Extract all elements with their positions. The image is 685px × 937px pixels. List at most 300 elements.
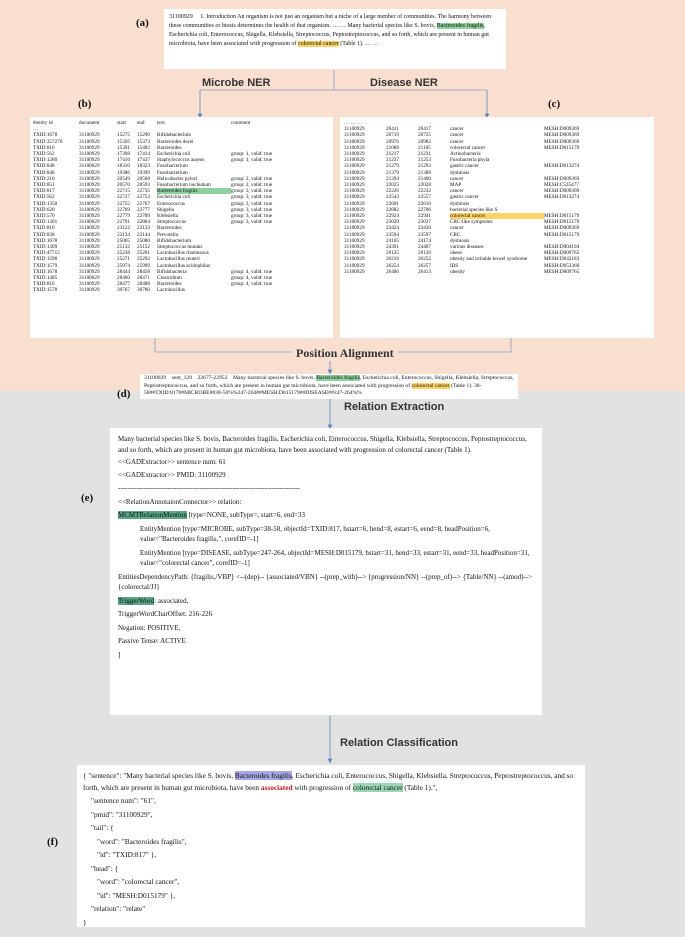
re-divider: ------------------------------------------------------------------------------ — [118, 484, 300, 492]
table-cell: Bifidobacteria — [157, 268, 187, 275]
table-cell: 31100929 — [344, 175, 365, 182]
table-cell: MESH:D043183 — [544, 256, 580, 263]
mention-label: MCMTRelationMention — [118, 511, 187, 519]
re-sentence-num: <<GADExtractor>> sentence num: 61 — [118, 458, 226, 466]
table-cell: 25271 — [117, 256, 130, 263]
table-cell: 21293 — [418, 163, 431, 170]
table-cell: CRC — [450, 231, 461, 238]
table-cell: MESH:D009369 — [544, 126, 580, 133]
microbe-ner-table-panel — [30, 117, 333, 338]
table-cell: 15402 — [137, 144, 150, 151]
table-cell: colorectal cancer — [450, 213, 544, 219]
table-cell: 25132 — [117, 244, 130, 251]
table-cell: 28477 — [117, 281, 130, 288]
table-cell: Actinobacteria — [450, 151, 481, 158]
re-negation: Negation: POSITIVE, — [118, 623, 181, 632]
table-cell: colorectal cancer — [450, 144, 486, 151]
table-cell: Prevotella — [157, 231, 179, 238]
table-cell: 22777 — [137, 206, 150, 213]
table-cell: 21088 — [386, 144, 399, 151]
table-cell: 25065 — [117, 237, 130, 244]
table-cell: MESH:D004194 — [544, 244, 580, 251]
table-cell: Shigella — [157, 206, 175, 213]
position-alignment-label: Position Alignment — [292, 346, 398, 361]
table-cell: TXID:210 — [33, 175, 55, 182]
table-cell: dysbiosis — [450, 200, 470, 207]
table-cell: MESH:D013274 — [544, 163, 580, 170]
table-cell: Bacteroides fragilis — [157, 188, 231, 194]
table-cell: 20570 — [117, 182, 130, 189]
table-cell: Fusobacterium — [157, 169, 188, 176]
table-cell: Streptococcus mutans — [157, 244, 203, 251]
rc-close: } — [83, 917, 87, 927]
table-cell: 22601 — [386, 200, 399, 207]
table-cell: 20976 — [386, 138, 399, 145]
table-cell: TXID:816 — [33, 281, 55, 288]
trigger-highlight: associated — [260, 782, 293, 792]
table-cell: MESH:D009369 — [544, 175, 580, 182]
table-cell: Bifidobacterium — [157, 237, 191, 244]
table-cell: Staphylococcus aureus — [157, 157, 205, 164]
table-cell: TXID:851 — [33, 182, 55, 189]
rc-head-word: "word": "colorectal cancer", — [97, 877, 180, 886]
table-cell: CRC-like symptoms — [450, 219, 493, 226]
table-cell: 22769 — [117, 206, 130, 213]
table-cell: 25080 — [137, 237, 150, 244]
table-cell: 22232 — [418, 188, 431, 195]
table-cell: obesity — [450, 268, 465, 275]
table-cell: Lactobacillus acidophilus — [157, 262, 211, 269]
table-cell: 31100929 — [344, 250, 365, 257]
table-cell: TXID:816 — [33, 144, 55, 151]
table-cell: 31100929 — [344, 213, 365, 220]
table-cell: 22735 — [137, 188, 150, 195]
table-cell: 31100929 — [344, 188, 365, 195]
re-trigger: TriggerWord: associated, — [118, 596, 189, 605]
table-cell: MESH:D009765 — [544, 250, 580, 257]
table-cell: 31100929 — [344, 157, 365, 164]
table-cell: dysbiosis — [450, 237, 470, 244]
table-cell: 31100929 — [344, 256, 365, 263]
table-cell: 31100929 — [79, 225, 100, 232]
table-cell: 21400 — [418, 175, 431, 182]
table-cell: 20593 — [137, 182, 150, 189]
table-cell: 25261 — [137, 250, 150, 257]
table-cell: 26125 — [386, 250, 399, 257]
table-cell: 26257 — [418, 262, 431, 269]
table-cell: 21279 — [386, 163, 399, 170]
table-cell: 24165 — [386, 237, 399, 244]
table-cell: 31100929 — [79, 281, 100, 288]
table-cell: TXID:620 — [33, 206, 55, 213]
label-b: (b) — [78, 98, 92, 110]
table-cell: 22924 — [386, 213, 399, 220]
table-cell: 23430 — [418, 225, 431, 232]
table-cell: 30780 — [137, 287, 150, 294]
table-cell: 31100929 — [79, 200, 100, 207]
table-cell: 22804 — [137, 219, 150, 226]
table-cell: 26413 — [418, 268, 431, 275]
table-cell: MESH:D053360 — [544, 262, 580, 269]
disease-ner-table-panel — [340, 117, 654, 338]
table-cell: MESH:D009369 — [544, 225, 580, 232]
table-cell: TXID:1280 — [33, 157, 58, 164]
source-text-panel — [164, 9, 506, 69]
table-cell: 26254 — [386, 262, 399, 269]
table-cell: 17437 — [137, 157, 150, 164]
table-cell: cancer — [450, 225, 464, 232]
label-a: (a) — [136, 17, 149, 29]
label-d: (d) — [117, 388, 131, 400]
table-cell: 31100929 — [344, 231, 365, 238]
table-cell: TXID:838 — [33, 231, 55, 238]
table-cell: cancer — [450, 138, 464, 145]
table-cell: 15356 — [117, 138, 130, 145]
re-connector: <<RelationAnnotaionConnector>> relation: — [118, 497, 242, 506]
table-cell: 23037 — [418, 219, 431, 226]
table-cell: Enterococcus — [157, 200, 185, 207]
col-text: text — [157, 120, 165, 126]
table-cell: 31100929 — [344, 138, 365, 145]
table-cell: Helicobacter pylori — [157, 175, 198, 182]
table-cell: TXID:1678 — [33, 132, 58, 139]
table-cell: Streptococcus — [157, 219, 187, 226]
rc-tail-id: "id": "TXID:817" }, — [97, 850, 156, 859]
table-cell: 31100929 — [79, 237, 100, 244]
table-cell: 31100929 — [344, 126, 365, 133]
table-cell: MESH:D009369 — [544, 132, 580, 139]
table-cell: 25152 — [137, 244, 150, 251]
table-cell: 15275 — [117, 132, 130, 139]
table-cell: 17416 — [117, 157, 130, 164]
table-cell: Clostridium — [157, 275, 182, 282]
table-cell: 31100929 — [79, 182, 100, 189]
table-cell: 22941 — [418, 213, 431, 220]
table-cell: 26216 — [386, 256, 399, 263]
table-cell: 22715 — [117, 188, 130, 195]
table-cell: 19386 — [117, 169, 130, 176]
table-cell: 15391 — [117, 144, 130, 151]
table-cell: 22682 — [386, 206, 399, 213]
table-cell: MESH:D015179 — [544, 231, 580, 238]
table-cell: 31100929 — [79, 275, 100, 282]
table-cell: MESH:D015179 — [544, 213, 580, 220]
table-cell: 26252 — [418, 256, 431, 263]
table-cell: group: 4, valid: true — [231, 268, 273, 275]
table-cell: Lactobacillus — [157, 287, 185, 294]
table-cell: gastric cancer — [450, 163, 479, 170]
table-cell: 26406 — [386, 268, 399, 275]
microbe-highlight: Bacteroides fragilis — [316, 375, 360, 381]
rc-pmid: "pmid": "31100929", — [91, 809, 153, 819]
table-cell: 20568 — [137, 175, 150, 182]
table-cell: 31100929 — [344, 268, 365, 275]
table-cell: Lactobacillus reuteri — [157, 256, 200, 263]
table-cell: TXID:47715 — [33, 250, 60, 257]
table-cell: Escherichia coli — [157, 151, 191, 158]
microbe-ner-label: Microbe NER — [202, 77, 271, 89]
re-sentence: Many bacterial species like S. bovis, Bacteroides fragilis, Escherichia coli, Enterococcus, Shigella, Klebsiella, Streptococcus, Peptostreptococcus, and so forth, which are present in human gut microbiota, have been associated with progression of colorectal cancer (Table 1). — [118, 435, 527, 454]
table-cell: 20982 — [418, 138, 431, 145]
rc-sentence: { "sentence": "Many bacterial species like S. bovis, Bacteroides fragilis, Escherichia coli, Enterococcus, Shigella, Klebsiella, Streptococcus, Peptostreptococcus, and so forth, which are present in human gut microbiota, have been associated with progression of colorectal cancer (Table 1).", — [83, 771, 574, 792]
table-cell: 26130 — [418, 250, 431, 257]
table-cell: 21105 — [418, 144, 431, 151]
table-cell: group: 4, valid: true — [231, 275, 273, 282]
re-pmid: <<GADExtractor>> PMID: 31100929 — [118, 470, 226, 479]
table-cell: MAP — [450, 182, 462, 189]
table-cell: TXID:562 — [33, 151, 55, 158]
col-document: document — [79, 120, 100, 126]
table-row — [344, 269, 581, 275]
table-cell: Fusobacteria phyla — [450, 157, 490, 164]
table-cell: 28471 — [137, 275, 150, 282]
table-cell: 31100929 — [79, 244, 100, 251]
table-cell: 31100929 — [79, 138, 100, 145]
re-close: ] — [118, 650, 121, 659]
table-cell: 22543 — [386, 194, 399, 201]
table-cell: 22779 — [117, 213, 130, 220]
table-cell: cancer — [450, 126, 464, 133]
re-entity-disease: EntityMention [type=DISEASE, subType=247-264, objectId=MESH:D015179, hstart=31, hend=33, estart=31, eend=33, headPosition=31, value="colorectal cancer", corefID=-1] — [140, 548, 530, 567]
table-cell: Lactobacillus rhamnosus — [157, 250, 209, 257]
table-cell: 22226 — [386, 188, 399, 195]
table-cell: 28488 — [137, 281, 150, 288]
re-trigger-offset: TriggerWordCharOffset: 216-226 — [118, 610, 213, 618]
table-cell: MESH:D015179 — [544, 144, 580, 151]
table-cell: 31100929 — [79, 213, 100, 220]
table-cell: 21394 — [386, 175, 399, 182]
table-cell: 22737 — [117, 194, 130, 201]
table-cell: 31100929 — [79, 151, 100, 158]
table-cell: 15290 — [137, 132, 150, 139]
table-cell: TXID:570 — [33, 213, 55, 220]
aligned-sentence: 31100929 sent_129 22677-22952 Many bacterial species like S. bovis, Bacteroides fragilis, Escherichia coli, Enterococcus, Shigella, Klebsiella, Streptococcus, Peptostreptococcus, and so forth, which are present in human gut microbiota, have been associated with progression of colorectal cancer (Table 1). 38-58##TXID:817##MICROBE##38-58%%247-264##MESH:D015179##DISEASE##247-264%% — [144, 375, 514, 396]
table-cell: 31100929 — [79, 194, 100, 201]
table-ellipsis: … … … — [344, 120, 363, 126]
table-row — [33, 287, 274, 293]
table-cell: 31100929 — [344, 182, 365, 189]
table-cell: 18323 — [137, 163, 150, 170]
col-end: end — [137, 120, 145, 126]
table-cell: 22706 — [418, 206, 431, 213]
table-cell: 31100929 — [79, 163, 100, 170]
table-cell: 22025 — [386, 182, 399, 189]
table-cell: 24391 — [386, 244, 399, 251]
table-cell: TXID:848 — [33, 163, 55, 170]
disease-highlight: colorectal cancer — [297, 41, 339, 47]
table-cell: group: 2, valid: true — [231, 182, 273, 189]
table-cell: Bacteroides — [157, 281, 182, 288]
table-cell: 21237 — [386, 157, 399, 164]
relation-classification-label: Relation Classification — [340, 737, 458, 749]
table-cell: 22028 — [418, 182, 431, 189]
table-cell: Bacteroides — [157, 225, 182, 232]
source-pmid: 31100929 — [169, 14, 193, 20]
aligned-sentence-panel — [140, 374, 518, 399]
table-cell: 20411 — [386, 126, 399, 133]
table-cell: group: 4, valid: true — [231, 281, 273, 288]
table-cell: TXID:1485 — [33, 275, 58, 282]
table-cell: 23134 — [117, 231, 130, 238]
label-e: (e) — [81, 492, 94, 504]
disease-highlight: colorectal cancer — [411, 382, 450, 389]
table-cell: group: 1, valid: true — [231, 151, 273, 158]
table-cell: 28444 — [117, 268, 130, 275]
table-cell: 31100929 — [79, 132, 100, 139]
table-cell: TXID:1301 — [33, 219, 58, 226]
table-cell: 23424 — [386, 225, 399, 232]
table-ellipsis: … — [33, 126, 39, 133]
table-cell: Bacteroides dorei — [157, 138, 194, 145]
table-cell: 21231 — [418, 151, 431, 158]
relation-extraction-panel — [110, 428, 542, 715]
table-cell: group: 3, valid: true — [231, 219, 273, 226]
table-cell: 31100929 — [79, 268, 100, 275]
re-entity-microbe: EntityMention [type=MICROBE, subType=38-58, objectId=TXID:817, hstart=6, hend=8, estart=6, eend=8, headPosition=6, value="Bacteroides fragilis,", corefID=-1] — [140, 524, 490, 543]
table-cell: 31100929 — [79, 144, 100, 151]
table-cell: TXID:357276 — [33, 138, 63, 145]
table-cell: 31100929 — [344, 219, 365, 226]
table-cell: MESH:D013274 — [544, 194, 580, 201]
table-cell: 23597 — [418, 231, 431, 238]
table-cell: 31100929 — [79, 157, 100, 164]
table-cell: 22791 — [117, 219, 130, 226]
table-cell: 31100929 — [79, 287, 100, 294]
table-cell: 31100929 — [344, 200, 365, 207]
disease-ner-table — [344, 120, 581, 275]
table-cell: 25292 — [137, 256, 150, 263]
table-cell: 20719 — [386, 132, 399, 139]
rc-head-id: "id": "MESH:D015179" }, — [97, 890, 176, 900]
table-cell: 31100929 — [344, 237, 365, 244]
table-cell: 25238 — [117, 250, 130, 257]
microbe-highlight: Bacteroides fragilis — [234, 771, 292, 780]
re-passive: Passive Tense: ACTIVE — [118, 637, 186, 645]
table-cell: 31100929 — [344, 194, 365, 201]
table-cell: 22610 — [418, 200, 431, 207]
table-cell: 23020 — [386, 219, 399, 226]
table-cell: 22767 — [137, 200, 150, 207]
rc-relation: "relation": "relate" — [91, 904, 146, 913]
table-cell: group: 2, valid: true — [231, 175, 273, 182]
table-cell: TXID:1678 — [33, 268, 58, 275]
table-cell: 31100929 — [79, 262, 100, 269]
table-cell: 21217 — [386, 151, 399, 158]
table-cell: TXID:817 — [33, 188, 55, 195]
table-cell: cancer — [450, 175, 464, 182]
table-cell: Fusobacterium — [157, 163, 188, 170]
label-c: (c) — [548, 98, 561, 110]
table-cell: 20417 — [418, 126, 431, 133]
table-cell: Klebsiella — [157, 213, 179, 220]
table-cell: TXID:1678 — [33, 237, 58, 244]
table-cell: 31100929 — [79, 219, 100, 226]
table-cell: 22789 — [137, 213, 150, 220]
table-cell: 25974 — [117, 262, 130, 269]
table-cell: 24174 — [418, 237, 431, 244]
table-cell: 31100929 — [79, 206, 100, 213]
table-cell: TXID:816 — [33, 225, 55, 232]
table-cell: 31100929 — [79, 256, 100, 263]
col-start: start — [117, 120, 126, 126]
table-cell: 31100929 — [79, 250, 100, 257]
rc-tail-word: "word": "Bacteroides fragilis", — [97, 836, 187, 846]
table-cell: 31100929 — [344, 206, 365, 213]
table-cell: 31100929 — [344, 151, 365, 158]
table-cell: 28460 — [117, 275, 130, 282]
col-comment: comment — [231, 120, 251, 126]
table-cell: 23133 — [137, 225, 150, 232]
table-cell: 21379 — [386, 169, 399, 176]
table-cell: 25999 — [137, 262, 150, 269]
table-cell: 31100929 — [344, 163, 365, 170]
table-cell: group: 3, valid: true — [231, 206, 273, 213]
table-cell: 31100929 — [79, 169, 100, 176]
table-cell: Escherichia coli — [157, 194, 191, 201]
table-cell: Bifidobacterium — [157, 132, 191, 139]
table-cell: 21253 — [418, 157, 431, 164]
table-cell: 22755 — [117, 200, 130, 207]
table-cell: gastric cancer — [450, 194, 479, 201]
table-cell: TXID:1598 — [33, 256, 58, 263]
table-cell: MESH:D009765 — [544, 268, 580, 275]
table-cell: 19399 — [137, 169, 150, 176]
table-cell: TXID:1579 — [33, 262, 58, 269]
table-cell: obesity and irritable bowel syndrome — [450, 256, 528, 263]
rc-sentence-num: "sentence num": "61", — [91, 796, 156, 805]
table-cell: group: 3, valid: true — [231, 213, 273, 220]
table-cell: 31100929 — [79, 188, 100, 195]
table-cell: TXID:562 — [33, 194, 55, 201]
table-cell: 23122 — [117, 225, 130, 232]
table-cell: TXID:1309 — [33, 244, 58, 251]
col-entity-id: #entity id — [33, 120, 53, 126]
trigger-label: TriggerWord — [118, 596, 155, 605]
table-cell: 31100929 — [344, 262, 365, 269]
table-cell: 30767 — [117, 287, 130, 294]
table-cell: Bacteroides — [157, 144, 182, 151]
table-cell: TXID:848 — [33, 169, 55, 176]
table-cell: MESH:D009369 — [544, 188, 580, 195]
microbe-highlight: Bacteroides fragilis — [436, 23, 484, 29]
table-cell: IBS — [450, 262, 459, 269]
table-cell: MESH:D015179 — [544, 219, 580, 226]
table-cell: TXID:1578 — [33, 287, 58, 294]
re-mention: MCMTRelationMention [type=NONE, subType=, start=6, end=33 — [118, 511, 305, 519]
table-cell: 24407 — [418, 244, 431, 251]
table-cell: 31100929 — [344, 225, 365, 232]
table-cell: 22753 — [137, 194, 150, 201]
re-dependency-path: EntitiesDependencyPath: {fragilis,/VBP} <--(dep)-- {associated/VBN} --(prep_with)--> {progression/NN} --(prep_of)--> {Table/NN} --(amod)--> {colorectal/JJ} — [118, 572, 533, 591]
label-f: (f) — [47, 836, 58, 848]
table-cell: 23144 — [137, 231, 150, 238]
table-cell: 18310 — [117, 163, 130, 170]
table-cell: MESH:D009369 — [544, 138, 580, 145]
relation-classification-panel — [77, 765, 585, 927]
microbe-ner-table — [33, 120, 274, 294]
table-cell: 21388 — [418, 169, 431, 176]
table-cell: obese — [450, 250, 462, 257]
table-cell: 22557 — [418, 194, 431, 201]
table-cell: dysbiosis — [450, 169, 470, 176]
table-cell: 31100929 — [79, 175, 100, 182]
table-cell: MESH:C535477 — [544, 182, 579, 189]
table-cell: group: 1, valid: true — [231, 157, 273, 164]
table-cell: cancer — [450, 132, 464, 139]
rc-tail: "tail": { — [91, 823, 114, 832]
rc-head: "head": { — [91, 863, 119, 873]
table-cell: group: 3, valid: true — [231, 194, 273, 201]
